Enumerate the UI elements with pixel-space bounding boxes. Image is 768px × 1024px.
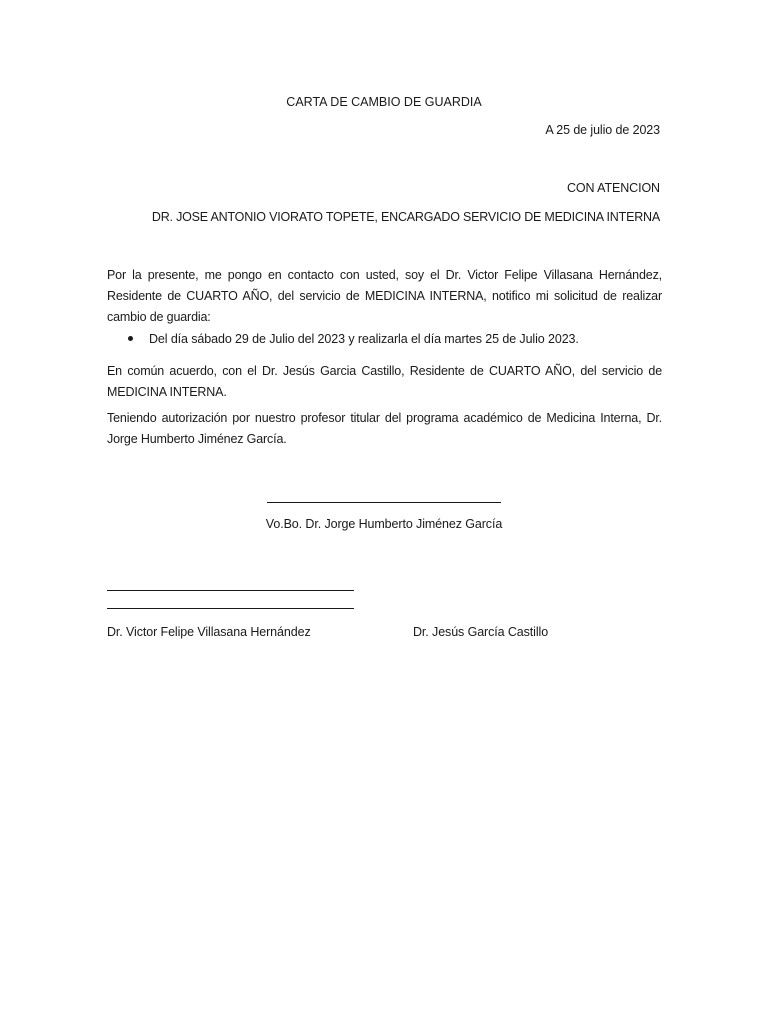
attention-line: CON ATENCION	[566, 181, 660, 195]
agreement-paragraph: En común acuerdo, con el Dr. Jesús Garcia Castillo, Residente de CUARTO AÑO, del servicio de MEDICINA INTERNA.	[107, 364, 662, 399]
intro-paragraph: Por la presente, me pongo en contacto con usted, soy el Dr. Victor Felipe Villasana Hernández, Residente de CUARTO AÑO, del servicio de MEDICINA INTERNA, notifico mi solicitud de realizar cambio de guardia:	[107, 268, 662, 324]
bullet-icon	[128, 336, 133, 341]
recipient-line: DR. JOSE ANTONIO VIORATO TOPETE, ENCARGADO SERVICIO DE MEDICINA INTERNA	[151, 210, 660, 224]
shift-change-list-item	[128, 331, 579, 347]
resident-signature-name-right: Dr. Jesús García Castillo	[413, 625, 549, 639]
letter-date: A 25 de julio de 2023	[545, 123, 660, 137]
authorization-paragraph: Teniendo autorización por nuestro profesor titular del programa académico de Medicina Interna, Dr. Jorge Humberto Jiménez García.	[107, 411, 662, 446]
shift-change-detail: Del día sábado 29 de Julio del 2023 y realizarla el día martes 25 de Julio 2023.	[149, 332, 579, 346]
letter-title: CARTA DE CAMBIO DE GUARDIA	[286, 95, 482, 109]
signature-line-1	[107, 590, 354, 591]
vobo-signature-name: Vo.Bo. Dr. Jorge Humberto Jiménez García	[265, 517, 503, 531]
signature-line-2	[107, 608, 354, 609]
resident-signature-name-left: Dr. Victor Felipe Villasana Hernández	[107, 625, 311, 639]
vobo-signature-line	[267, 502, 501, 503]
